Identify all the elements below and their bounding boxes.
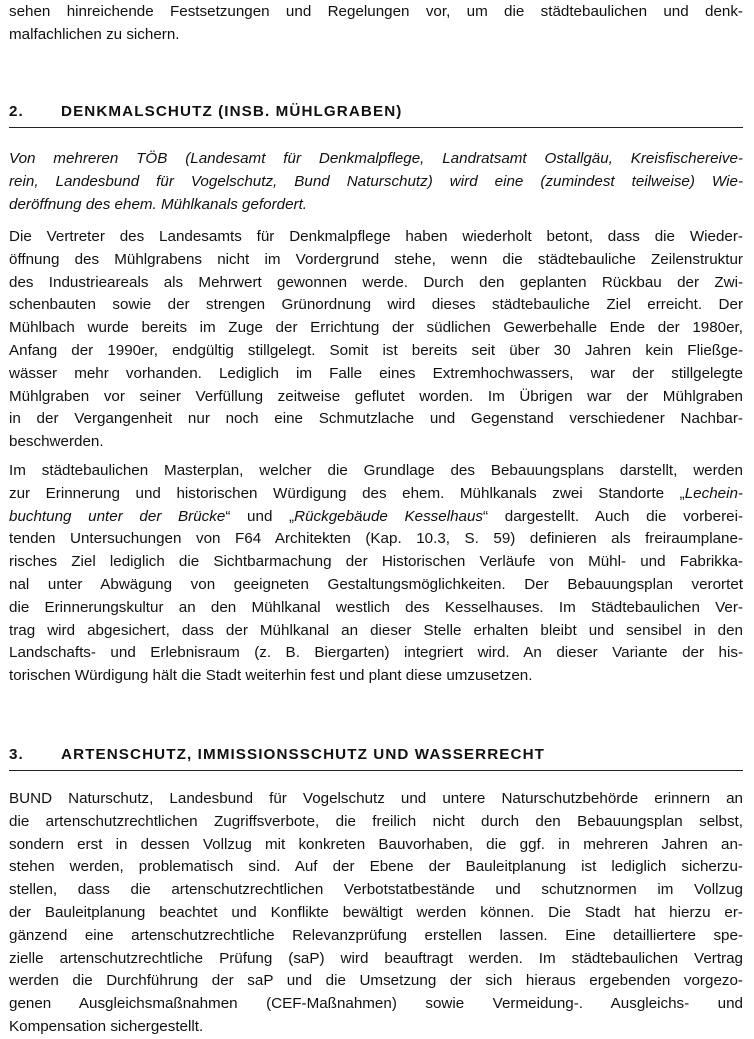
intro-paragraph [9,1,743,47]
section-title: ARTENSCHUTZ, IMMISSIONSSCHUTZ UND WASSERRECHT [61,746,546,763]
text-line: genen Ausgleichsmaßnahmen (CEF-Maßnahmen) sowie Vermeidung-. Ausgleichs- und [9,995,743,1013]
text-line: schenbauten sowie der strengen Grünordnung wird dieses städtebauliche Ziel erreicht. Der [9,296,743,314]
text-line: zielle artenschutzrechtliche Prüfung (saP) wird beauftragt werden. Im städtebaulichen Vertrag [9,949,743,967]
text-run: “ dargestellt. Auch die vorberei- [483,507,743,525]
text-line: sehen hinreichende Festsetzungen und Regelungen vor, um die städtebaulichen und denk- [9,3,743,20]
text-line: die artenschutzrechtlichen Zugriffsverbote, die freilich nicht durch den Bebauungsplan selbst, [9,812,743,830]
text-line: beschwerden. [9,433,104,451]
italic-text-run: buchtung unter der Brücke [9,507,226,525]
section-2-paragraph-1 [9,226,743,454]
text-line: der Bauleitplanung beachtet und Konflikte bewältigt werden können. Die Stadt hat hierzu er- [9,903,743,921]
text-run: zur Erinnerung und historischen Würdigung des ehem. Mühlkanals zwei Standorte „ [9,484,685,502]
section-number: 2. [9,103,24,120]
text-line: gänzend eine artenschutzrechtliche Relevanzprüfung erstellen lassen. Eine detailliertere spe- [9,926,743,944]
text-line: torischen Würdigung hält die Stadt weiterhin fest und plant diese umzusetzen. [9,667,533,685]
section-3-heading [9,744,743,771]
text-line: wässer mehr vorhanden. Lediglich im Falle eines Extremhochwassers, war der stillgelegte [9,364,743,382]
section-2-heading [9,101,743,128]
section-title: DENKMALSCHUTZ (INSB. MÜHLGRABEN) [61,103,403,120]
text-line: Im städtebaulichen Masterplan, welcher die Grundlage des Bebauungsplans darstellt, werden [9,462,743,479]
text-line: Anfang der 1990er, endgültig stillgelegt. Somit ist bereits seit über 30 Jahren kein Fließge- [9,341,743,359]
text-line: deröffnung des ehem. Mühlkanals gefordert. [9,195,308,213]
text-line: malfachlichen zu sichern. [9,25,180,43]
section-2-summary [9,148,743,216]
text-line: öffnung des Mühlgrabens nicht im Vordergrund stehe, wenn die städtebauliche Zeilenstruktur [9,250,743,268]
text-line: stellen, dass die artenschutzrechtlichen Verbotstatbestände und schutznormen im Vollzug [9,881,743,899]
text-line [9,506,743,529]
text-line: Mühlbach wurde bereits im Zuge der Errichtung der südlichen Gewerbehalle Ende der 1980er, [9,319,743,337]
text-line: Von mehreren TÖB (Landesamt für Denkmalpflege, Landratsamt Ostallgäu, Kreisfischereive- [9,150,743,167]
text-line: BUND Naturschutz, Landesbund für Vogelschutz und untere Naturschutzbehörde erinnern an [9,790,743,807]
text-line: werden die Durchführung der saP und die Umsetzung der sich hieraus ergebenden vorgezo- [9,972,743,990]
section-3-paragraph-1 [9,788,743,1039]
text-line: stehen werden, problematisch sind. Auf der Ebene der Bauleitplanung ist lediglich sicherzu- [9,858,743,876]
text-line: in der Vergangenheit nur noch eine Schmutzlache und Gegenstand verschiedener Nachbar- [9,410,743,428]
text-line: nal unter Abwägung von geeigneten Gestaltungsmöglichkeiten. Der Bebauungsplan verortet [9,575,743,593]
text-line: Landschafts- und Erlebnisraum (z. B. Biergarten) integriert wird. An dieser Variante der his- [9,644,743,662]
text-line [9,483,743,506]
italic-text-run: Rückgebäude Kesselhaus [294,507,484,525]
text-line: rein, Landesbund für Vogelschutz, Bund Naturschutz) wird eine (zumindest teilweise) Wie- [9,172,743,190]
text-line: trag wird abgesichert, dass der Mühlkanal an dieser Stelle erhalten bleibt und sensibel in den [9,621,743,639]
text-line: des Industrieareals als Mehrwert gewonnen werde. Durch den geplanten Rückbau der Zwi- [9,273,743,291]
text-line: risches Ziel lediglich die Sichtbarmachung der Historischen Verläufe von Mühl- und Fabrikka- [9,553,743,571]
text-line: sondern erst in dessen Vollzug mit konkreten Bauvorhaben, die ggf. in mehreren Jahren an- [9,835,743,853]
section-number: 3. [9,746,24,763]
section-2-paragraph-2 [9,460,743,688]
italic-text-run: Lechein- [684,484,743,502]
text-line: tenden Untersuchungen von F64 Architekten (Kap. 10.3, S. 59) definieren als freiraumplane- [9,530,743,548]
text-line: Kompensation sichergestellt. [9,1017,204,1035]
text-run: “ und „ [225,507,295,525]
text-line: Mühlgraben vor seiner Verfüllung zeitweise geflutet worden. Im Übrigen war der Mühlgraben [9,387,743,405]
text-line: die Erinnerungskultur an den Mühlkanal westlich des Kesselhauses. Im Städtebaulichen Ver- [9,598,743,616]
text-line: Die Vertreter des Landesamts für Denkmalpflege haben wiederholt betont, dass die Wieder- [9,228,743,245]
